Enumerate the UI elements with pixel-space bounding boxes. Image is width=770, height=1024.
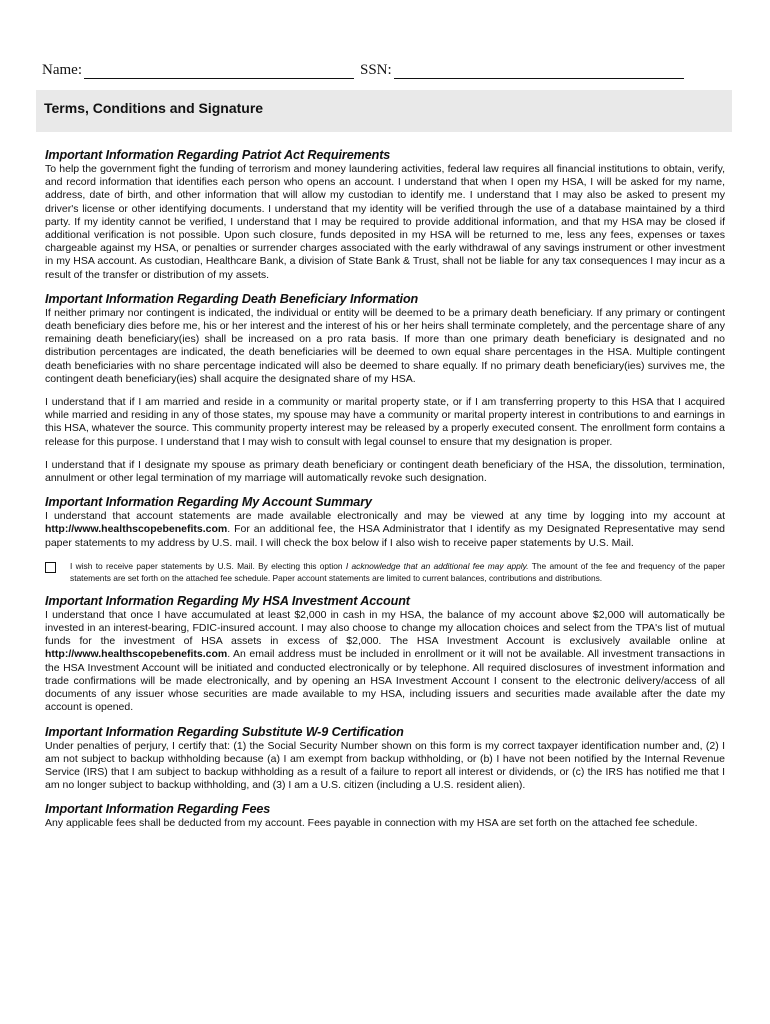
investment-link[interactable]: http://www.healthscopebenefits.com <box>45 648 228 661</box>
section-header-band <box>36 90 732 132</box>
investment-text <box>45 609 725 715</box>
beneficiary-text-1: If neither primary nor contingent is indicated, the individual or entity will be deemed to be a primary death beneficiary. If any primary or contingent death beneficiary dies before me, his or her interest and the interest of his or her heirs shall terminate completely, and the percentage share of any remaining death beneficiary(ies) shall be increased on a pro rata basis. If more than one primary death beneficiary is designated and no distribution percentages are indicated, the death beneficiaries will be deemed to own equal share percentages in the HSA. Multiple contingent death beneficiaries with no share percentage indicated will also be deemed to share equally. If no primary death beneficiary(ies) survives me, the contingent death beneficiary(ies) shall acquire the designated share of my HSA. <box>45 306 725 385</box>
patriot-act-title: Important Information Regarding Patriot Act Requirements <box>45 148 391 162</box>
name-field-line[interactable] <box>84 64 354 79</box>
ssn-label: SSN: <box>359 62 392 78</box>
beneficiary-title: Important Information Regarding Death Beneficiary Information <box>45 291 419 306</box>
terms-content <box>45 148 725 841</box>
beneficiary-text-3: I understand that if I designate my spouse as primary death beneficiary or contingent death beneficiary of the HSA, the dissolution, termination, annulment or other legal termination of my marriage will automatically revoke such designation. <box>45 458 725 485</box>
beneficiary-text-2: I understand that if I am married and reside in a community or marital property state, or if I am transferring property to this HSA that I acquired while married and residing in any of those states, my spouse may have a community or marital property interest in contributions to and earnings in this HSA, whatever the source. This community property interest may be released by a properly executed consent. The enrollment form contains a release for this purpose. I understand that I may wish to consult with legal counsel to ensure that my designation is proper. <box>45 396 725 448</box>
paper-statements-fee-note: I acknowledge that an additional fee may apply. <box>345 560 529 571</box>
investment-text-b: . An email address must be included in enrollment or it will not be available. All investment transactions in the HSA Investment Account will be initiated and conducted electronically or by telephone. All required disclosures of investment information and trade confirmations will be made electronically, and by opening an HSA Investment Account I consent to the electronic delivery/access of all documents of any issuer whose securities are made available to my HSA, including issuers and securities made available after the date my account is opened. <box>45 648 725 714</box>
patriot-act-text: To help the government fight the funding of terrorism and money laundering activities, federal law requires all financial institutions to obtain, verify, and record information that identifies each person who opens an account. I understand that when I open my HSA, I will be asked for my name, address, date of birth, and other information that will allow my custodian to identify me. I understand that I may also be asked to present my driver's license or other identifying documents. I understand that my identity will be verified through the use of a database maintained by a third party. If my identity cannot be verified, I understand that I may be required to provide additional information, and that my HSA may be closed if additional verification is not possible. Upon such closure, funds deposited in my HSA will be returned to me, less any fees, expenses or taxes chargeable against my HSA, or penalties or surrender charges associated with the early withdrawal of any savings instrument or other investment in my HSA account. As custodian, Healthcare Bank, a division of State Bank & Trust, shall not be liable for any tax consequences I may incur as a result of the transfer or distribution of my assets. <box>45 163 725 281</box>
account-summary-link[interactable]: http://www.healthscopebenefits.com <box>45 523 228 536</box>
section-header-title: Terms, Conditions and Signature <box>44 100 264 116</box>
investment-title: Important Information Regarding My HSA Investment Account <box>45 593 410 608</box>
name-ssn-row <box>42 62 732 79</box>
paper-statements-text-b: The amount of the fee and frequency of the paper statements are set forth on the attached fee schedule. Paper account statements are limited to current balances, contributions and distributions. <box>70 560 725 583</box>
fees-title: Important Information Regarding Fees <box>45 802 271 817</box>
fees-text: Any applicable fees shall be deducted from my account. Fees payable in connection with my HSA are set forth on the attached fee schedule. <box>45 817 698 830</box>
name-label: Name: <box>42 62 82 78</box>
paper-statements-text-a: I wish to receive paper statements by U.S. Mail. By electing this option <box>70 560 346 571</box>
account-summary-title: Important Information Regarding My Account Summary <box>45 495 372 510</box>
investment-text-a: I understand that once I have accumulated at least $2,000 in cash in my HSA, the balance of my account above $2,000 will automatically be invested in an interest-bearing, FDIC-insured account. I may also choose to change my allocation choices and select from the TPA's list of mutual funds for the investment of HSA assets in excess of $2,000. The HSA Investment Account is exclusively available online at <box>45 608 725 648</box>
account-summary-text-a: I understand that account statements are made available electronically and may be viewed at any time by logging into my account at <box>45 510 725 523</box>
paper-statements-checkbox[interactable] <box>45 562 56 573</box>
ssn-field-line[interactable] <box>394 64 684 79</box>
account-summary-text <box>45 510 725 550</box>
paper-statements-option <box>45 560 725 584</box>
w9-title: Important Information Regarding Substitute W-9 Certification <box>45 724 404 739</box>
account-summary-text-b: . For an additional fee, the HSA Administrator that I identify as my Designated Representative may send paper statements to my address by U.S. mail. I will check the box below if I also wish to receive paper statements by U.S. Mail. <box>45 523 725 549</box>
paper-statements-text <box>70 560 725 584</box>
w9-text: Under penalties of perjury, I certify that: (1) the Social Security Number shown on this form is my correct taxpayer identification number and, (2) I am not subject to backup withholding because (a) I am exempt from backup withholding, or (b) I have not been notified by the Internal Revenue Service (IRS) that I am subject to backup withholding as a result of a failure to report all interest or dividends, or (c) the IRS has notified me that I am no longer subject to backup withholding, and (3) I am a U.S. citizen (including a U.S. resident alien). <box>45 739 725 792</box>
